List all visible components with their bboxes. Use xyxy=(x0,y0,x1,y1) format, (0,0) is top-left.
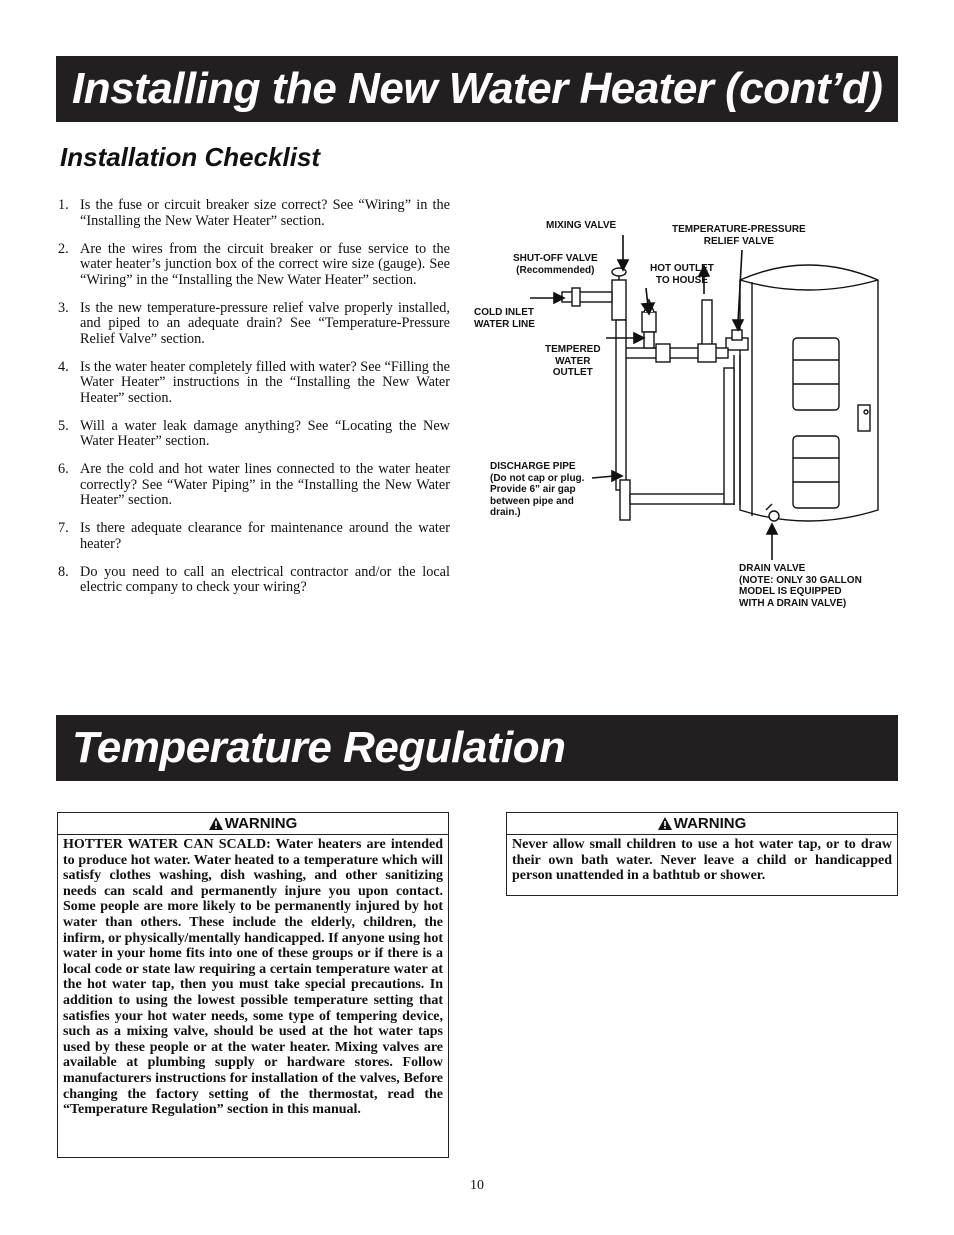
warning-box-scald xyxy=(57,812,449,1158)
label-mixing-valve: MIXING VALVE xyxy=(546,220,617,231)
warning-header: WARNING xyxy=(58,813,448,835)
section-title: Installing the New Water Heater (cont’d) xyxy=(72,64,883,113)
checklist-item: 8. Do you need to call an electrical contractor and/or the local electric company to check your wiring? xyxy=(58,563,450,595)
label-drain-valve: DRAIN VALVE (NOTE: ONLY 30 GALLON MODEL IS EQUIPPED WITH A DRAIN VALVE) xyxy=(739,563,862,609)
label-cold-inlet: COLD INLET WATER LINE xyxy=(474,307,535,330)
section-header-installing xyxy=(56,56,898,122)
checklist-title: Installation Checklist xyxy=(60,142,321,172)
label-shutoff-valve: SHUT-OFF VALVE (Recommended) xyxy=(513,253,598,276)
warning-text: HOTTER WATER CAN SCALD: Water heaters are intended to produce hot water. Water heated to a temperature which will satisfy clothes washing, dish washing, and other sanitizing needs can scald and permanently injure you upon contact. Some people are more likely to be permanently injured by hot water than others. These include the elderly, children, the infirm, or physically/mentally handicapped. If anyone using hot water in your home fits into one of these groups or if there is a local code or state law requiring a certain temperature water at the hot water tap, then you must take special precautions. In addition to using the lowest possible temperature setting that satisfies your hot water needs, some type of tempering device, such as a mixing valve, should be used at the hot water taps used by these people or at the water heater. Mixing valves are available at plumbing supply or hardware stores. Follow manufacturers instructions for installation of the valves, Before changing the factory setting of the thermostat, read the “Temperature Regulation” section in this manual. xyxy=(63,837,443,1118)
checklist-item: 2. Are the wires from the circuit breaker or fuse service to the water heater’s junction box of the correct wire size (gauge). See “Wiring” in the “Installing the New Water Heater” section. xyxy=(58,240,450,288)
checklist-item: 7. Is there adequate clearance for maintenance around the water heater? xyxy=(58,520,450,552)
warning-triangle-icon xyxy=(658,817,672,830)
label-tempered-water: TEMPERED WATER OUTLET xyxy=(545,344,601,378)
page-number: 10 xyxy=(470,1178,484,1193)
section-header-temperature xyxy=(56,715,898,781)
checklist-item: 1. Is the fuse or circuit breaker size correct? See “Wiring” in the “Installing the New Water Heater” section. xyxy=(58,197,450,229)
warning-triangle-icon xyxy=(209,817,223,830)
checklist-item: 3. Is the new temperature-pressure relief valve properly installed, and piped to an adequate drain? See “Temperature-Pressure Relief Valve” section. xyxy=(58,299,450,347)
checklist-item: 6. Are the cold and hot water lines connected to the water heater correctly? See “Water Piping” in the “Installing the New Water Heater” section. xyxy=(58,461,450,508)
water-heater-diagram xyxy=(468,210,898,630)
section-title: Temperature Regulation xyxy=(72,723,566,772)
checklist-item: 5. Will a water leak damage anything? See “Locating the New Water Heater” section. xyxy=(58,417,450,449)
installation-checklist xyxy=(58,198,450,608)
warning-text: Never allow small children to use a hot water tap, or to draw their own bath water. Never leave a child or handicapped person unattended in a bathtub or shower. xyxy=(512,837,892,884)
warning-box-children xyxy=(506,812,898,896)
checklist-item: 4. Is the water heater completely filled with water? See “Filling the Water Heater” instructions in the “Installing the New Water Heater” section. xyxy=(58,358,450,406)
label-hot-outlet: HOT OUTLET TO HOUSE xyxy=(650,263,714,286)
label-tp-relief-valve: TEMPERATURE-PRESSURE RELIEF VALVE xyxy=(672,224,806,247)
label-discharge-pipe: DISCHARGE PIPE (Do not cap or plug. Provide 6” air gap between pipe and drain.) xyxy=(490,461,585,518)
warning-header: WARNING xyxy=(507,813,897,835)
